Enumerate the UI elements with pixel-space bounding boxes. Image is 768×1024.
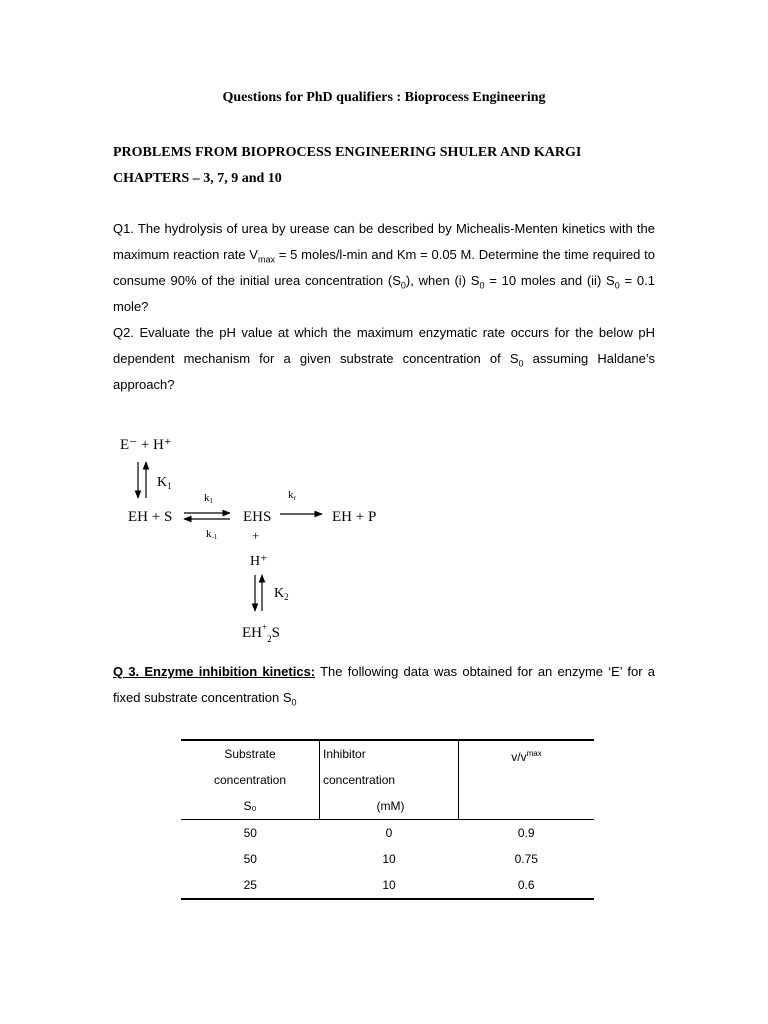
table-row — [181, 846, 594, 872]
problems-heading-line2: CHAPTERS – 3, 7, 9 and 10 — [113, 171, 282, 186]
cell-substrate: 25 — [243, 878, 257, 892]
q3-sub-0: 0 — [291, 697, 297, 708]
page-title: Questions for PhD qualifiers : Bioprocess Engineering — [222, 90, 546, 105]
problems-heading — [113, 140, 658, 192]
q1-sub-max: max — [257, 254, 275, 265]
q1-text-b: = 5 moles/l-min and Km = 0.05 M. Determine the time required to consume 90% of the initial urea concentration (S — [113, 247, 655, 288]
header-substrate-concentration: Substrate concentration S₀ — [181, 740, 320, 820]
question-1 — [113, 216, 655, 320]
header-inhibitor-concentration: Inhibitor concentration (mM) — [320, 740, 459, 820]
question-3 — [113, 659, 655, 711]
e-minus-h-plus-label: E⁻ + H⁺ — [120, 437, 172, 453]
q3-text: The following data was obtained for an enzyme ‘E’ for a fixed substrate concentration S — [113, 664, 655, 705]
table-row — [181, 820, 594, 847]
h-plus-label: H⁺ — [250, 554, 268, 569]
q3-heading: Q 3. Enzyme inhibition kinetics: — [113, 664, 316, 679]
q1-text-a: Q1. The hydrolysis of urea by urease can be described by Michealis-Menten kinetics with the maximum reaction rate V — [113, 221, 655, 262]
q1-text-e: = 0.1 mole? — [113, 273, 655, 314]
eh-plus-p-label: EH + P — [332, 509, 377, 525]
ehs-label: EHS — [243, 509, 272, 525]
cell-substrate: 50 — [243, 826, 257, 840]
table-row — [181, 872, 594, 899]
q2-sub-0: 0 — [518, 358, 524, 369]
kr-label: kr — [288, 489, 296, 502]
q2-text-b: assuming Haldane’s approach? — [113, 351, 655, 392]
q1-text-c: ), when (i) S — [405, 273, 480, 288]
inhibition-data-table — [181, 739, 594, 900]
cell-inhibitor: 10 — [382, 878, 396, 892]
k-reverse-label: k-1 — [206, 528, 218, 541]
k2-label: $K_2$ — [274, 586, 289, 602]
q1-text-d: = 10 moles and (ii) S — [484, 273, 615, 288]
q2-text-a: Q2. Evaluate the pH value at which the maximum enzymatic rate occurs for the below pH dependent mechanism for a given substrate concentration of S — [113, 325, 655, 366]
k-forward-label: k1 — [204, 492, 213, 505]
eh-plus-s-label: EH + S — [128, 509, 173, 525]
q1-sub-0a: 0 — [400, 280, 406, 291]
eh2s-label: $EH^+_2S$ — [242, 622, 280, 644]
cell-v-ratio: 0.6 — [517, 878, 535, 892]
table-header-row — [181, 740, 594, 820]
cell-v-ratio: 0.75 — [514, 852, 538, 866]
k1-label: $K_1$ — [157, 475, 172, 491]
reaction-mechanism-diagram — [100, 425, 500, 650]
cell-inhibitor: 0 — [385, 826, 393, 840]
plus-sign: + — [252, 528, 260, 543]
question-2 — [113, 320, 655, 398]
q1-sub-0c: 0 — [614, 280, 620, 291]
cell-inhibitor: 10 — [382, 852, 396, 866]
cell-substrate: 50 — [243, 852, 257, 866]
header-v-over-vmax: $v/v^{max}$ — [511, 749, 542, 764]
problems-heading-line1: PROBLEMS FROM BIOPROCESS ENGINEERING SHULER AND KARGI — [113, 145, 582, 160]
cell-v-ratio: 0.9 — [517, 826, 535, 840]
q1-sub-0b: 0 — [479, 280, 485, 291]
